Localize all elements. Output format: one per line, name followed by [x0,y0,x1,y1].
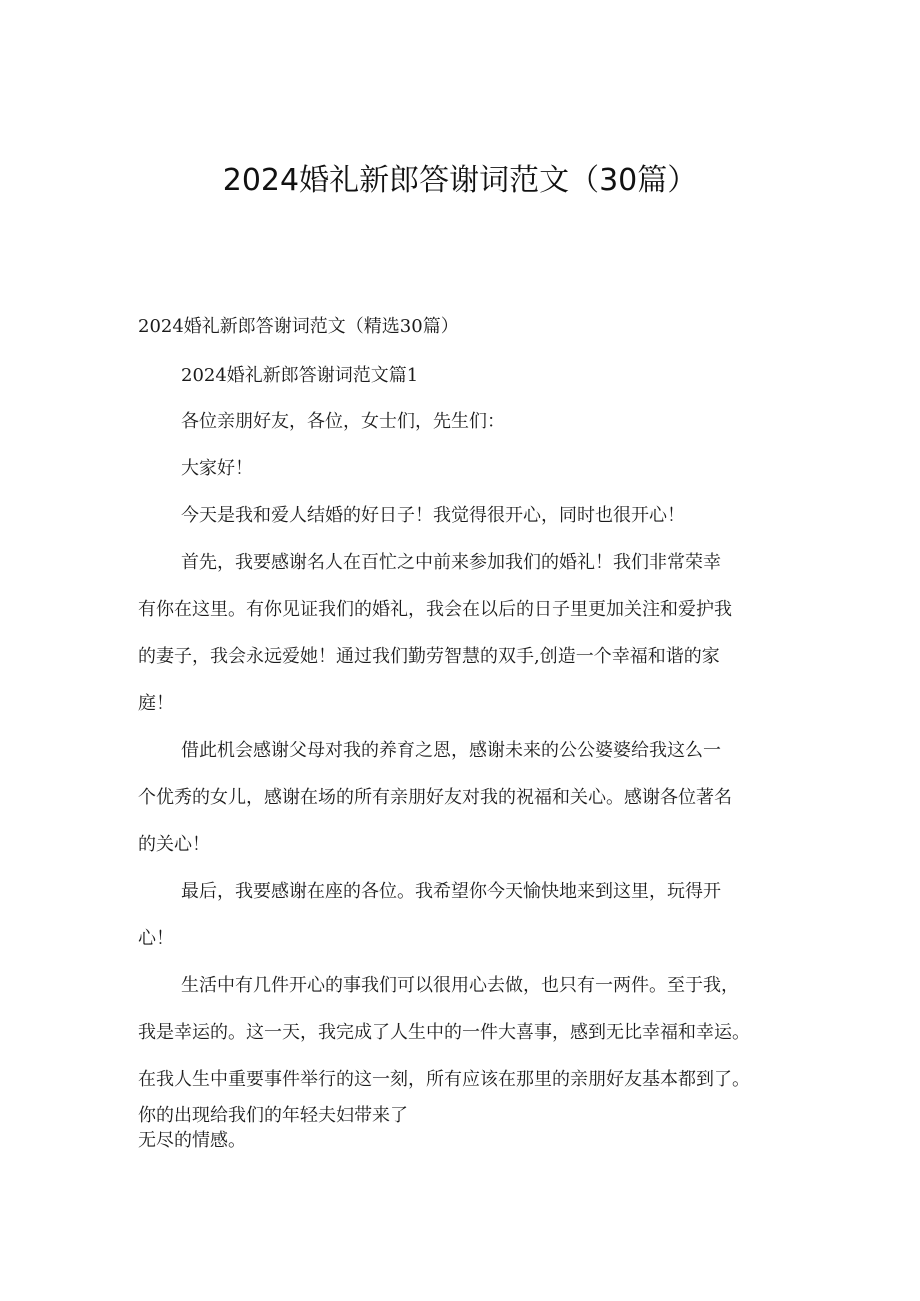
paragraph-greeting: 各位亲朋好友，各位，女士们，先生们： [181,411,505,432]
paragraph-line: 最后，我要感谢在座的各位。我希望你今天愉快地来到这里，玩得开 [181,881,721,902]
section-title: 2024婚礼新郎答谢词范文篇1 [181,365,419,386]
paragraph-first [138,539,798,727]
paragraph-line: 有你在这里。有你见证我们的婚礼，我会在以后的日子里更加关注和爱护我 [138,599,732,620]
paragraph-hello: 大家好！ [181,458,253,479]
paragraph-life [138,962,798,1153]
document-title: 2024婚礼新郎答谢词范文（30篇） [222,163,698,198]
paragraph-line: 的妻子，我会永远爱她！通过我们勤劳智慧的双手,创造一个幸福和谐的家 [138,646,720,667]
paragraph-line: 无尽的情感。 [138,1130,246,1151]
paragraph-line: 首先，我要感谢名人在百忙之中前来参加我们的婚礼！我们非常荣幸 [181,552,721,573]
paragraph-parents [138,727,798,868]
paragraph-line: 庭！ [138,693,174,714]
paragraph-line: 在我人生中重要事件举行的这一刻，所有应该在那里的亲朋好友基本都到了。 [138,1069,750,1090]
paragraph-line: 的关心！ [138,834,210,855]
paragraph-line: 你的出现给我们的年轻夫妇带来了 [138,1105,408,1126]
paragraph-line: 生活中有几件开心的事我们可以很用心去做，也只有一两件。至于我， [181,975,739,996]
paragraph-line: 心！ [138,928,174,949]
paragraph-line: 个优秀的女儿，感谢在场的所有亲朋好友对我的祝福和关心。感谢各位著名 [138,787,732,808]
document-subtitle: 2024婚礼新郎答谢词范文（精选30篇） [138,316,459,337]
paragraph-line: 我是幸运的。这一天，我完成了人生中的一件大喜事，感到无比幸福和幸运。 [138,1022,750,1043]
paragraph-last [138,868,798,962]
paragraph-today: 今天是我和爱人结婚的好日子！我觉得很开心，同时也很开心！ [181,505,685,526]
paragraph-line: 借此机会感谢父母对我的养育之恩，感谢未来的公公婆婆给我这么一 [181,740,721,761]
